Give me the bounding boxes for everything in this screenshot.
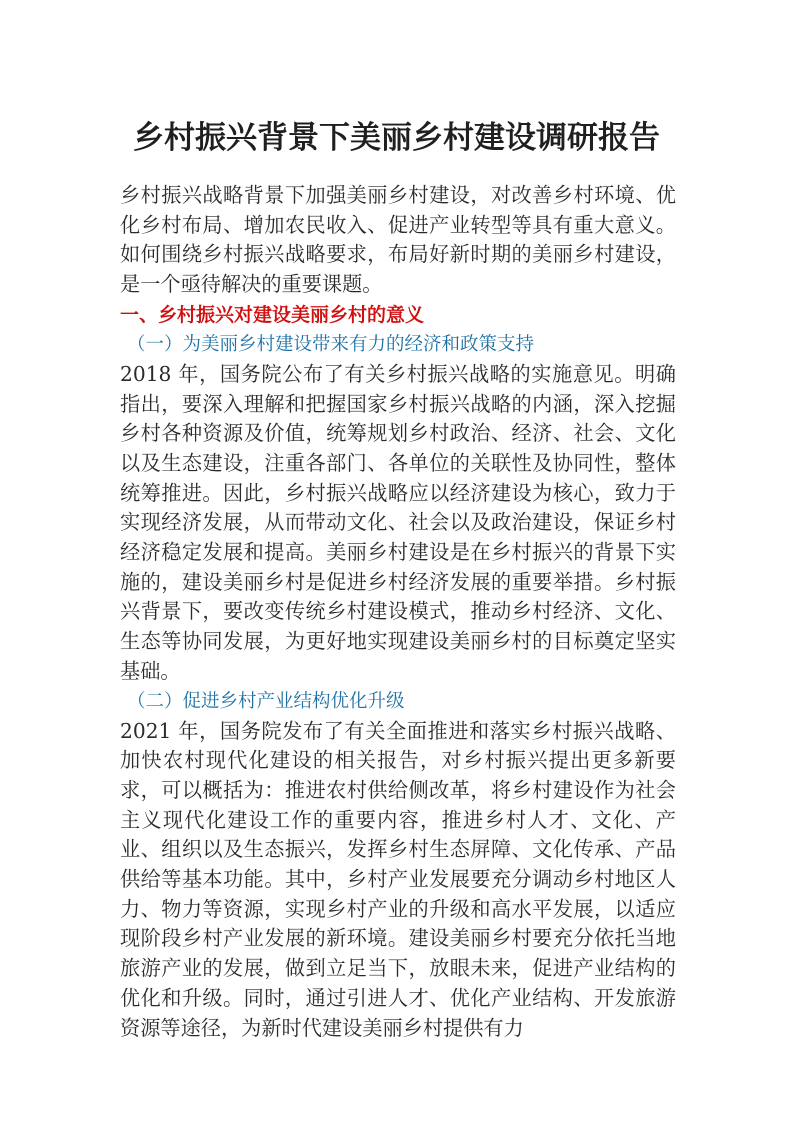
document-body [120, 181, 676, 1043]
subsection-2-paragraph: 2021 年，国务院发布了有关全面推进和落实乡村振兴战略、加快农村现代化建设的相关报告，对乡村振兴提出更多新要求，可以概括为：推进农村供给侧改革，将乡村建设作为社会主义现代化建设工作的重要内容，推进乡村人才、文化、产业、组织以及生态振兴，发挥乡村生态屏障、文化传承、产品供给等基本功能。其中，乡村产业发展要充分调动乡村地区人力、物力等资源，实现乡村产业的升级和高水平发展，以适应现阶段乡村产业发展的新环境。建设美丽乡村要充分依托当地旅游产业的发展，做到立足当下，放眼未来，促进产业结构的优化和升级。同时，通过引进人才、优化产业结构、开发旅游资源等途径，为新时代建设美丽乡村提供有力 [120, 718, 676, 1040]
section-heading-1: 一、乡村振兴对建设美丽乡村的意义 [120, 303, 425, 326]
subsection-1-paragraph: 2018 年，国务院公布了有关乡村振兴战略的实施意见。明确指出，要深入理解和把握国家乡村振兴战略的内涵，深入挖掘乡村各种资源及价值，统筹规划乡村政治、经济、社会、文化以及生态建设，注重各部门、各单位的关联性及协同性，整体统筹推进。因此，乡村振兴战略应以经济建设为核心，致力于实现经济发展，从而带动文化、社会以及政治建设，保证乡村经济稳定发展和提高。美丽乡村建设是在乡村振兴的背景下实施的，建设美丽乡村是促进乡村经济发展的重要举措。乡村振兴背景下，要改变传统乡村建设模式，推动乡村经济、文化、生态等协同发展，为更好地实现建设美丽乡村的目标奠定坚实基础。 [120, 361, 676, 683]
document-title: 乡村振兴背景下美丽乡村建设调研报告 [133, 120, 660, 156]
intro-paragraph: 乡村振兴战略背景下加强美丽乡村建设，对改善乡村环境、优化乡村布局、增加农民收入、促进产业转型等具有重大意义。如何围绕乡村振兴战略要求，布局好新时期的美丽乡村建设，是一个亟待解决的重要课题。 [120, 183, 676, 297]
subsection-heading-2: （二）促进乡村产业结构优化升级 [127, 690, 405, 712]
subsection-heading-1: （一）为美丽乡村建设带来有力的经济和政策支持 [127, 333, 535, 355]
